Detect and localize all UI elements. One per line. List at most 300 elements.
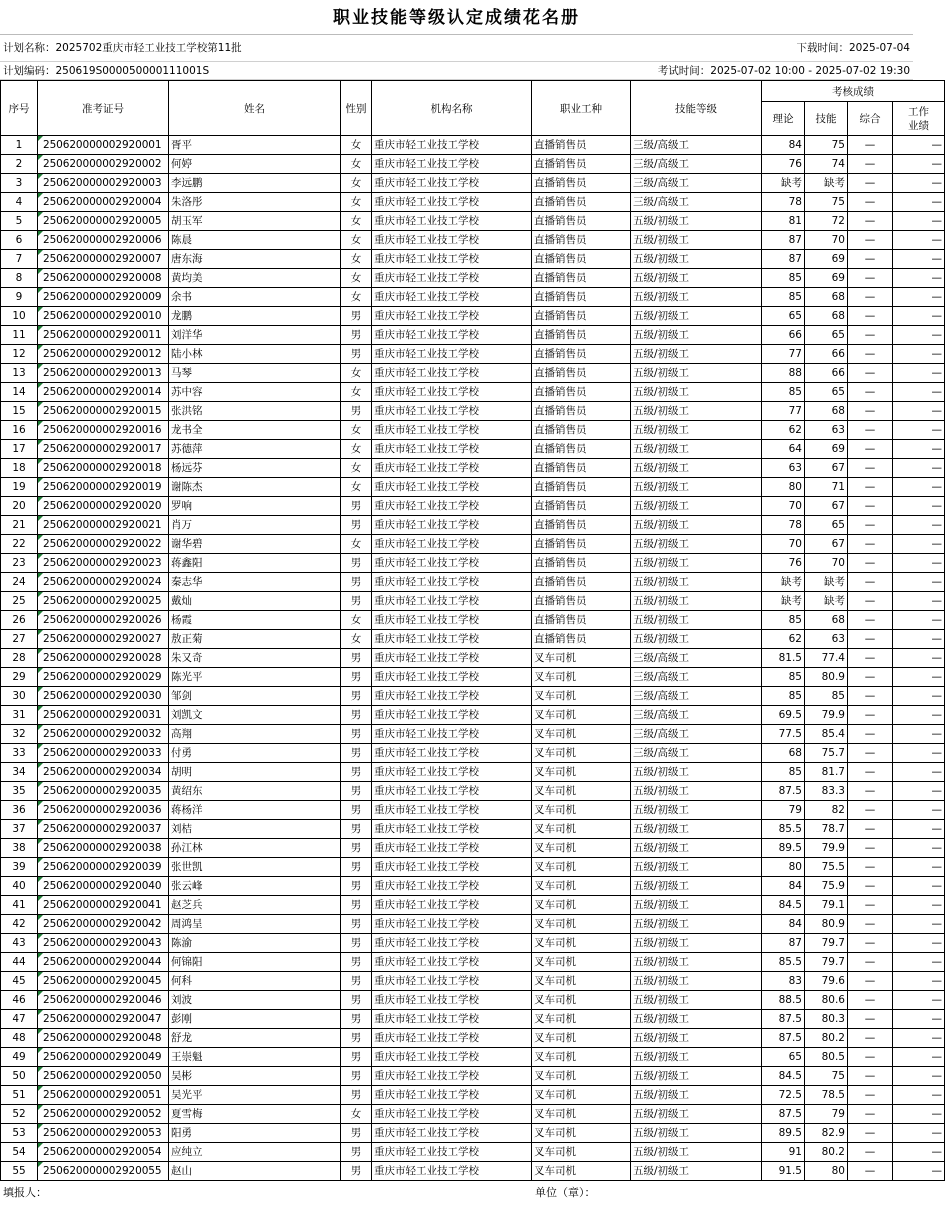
cell-gender: 男 [341,345,372,364]
cell-job: 叉车司机 [532,858,631,877]
cell-name: 蒋杨洋 [169,801,341,820]
cell-job: 直播销售员 [532,402,631,421]
cell-work: — [893,934,945,953]
cell-overall: — [848,801,893,820]
cell-overall: — [848,459,893,478]
cell-gender: 女 [341,136,372,155]
cell-work: — [893,1143,945,1162]
cell-theory: 83 [762,972,805,991]
cell-job: 直播销售员 [532,231,631,250]
cell-job: 直播销售员 [532,383,631,402]
cell-org: 重庆市轻工业技工学校 [372,611,532,630]
cell-seq: 44 [1,953,38,972]
cell-name: 马琴 [169,364,341,383]
cell-ticket: 250620000002920003 [38,174,169,193]
cell-level: 五级/初级工 [631,953,762,972]
cell-job: 直播销售员 [532,155,631,174]
cell-org: 重庆市轻工业技工学校 [372,421,532,440]
table-row [1,592,945,611]
cell-work: — [893,535,945,554]
cell-gender: 女 [341,269,372,288]
cell-org: 重庆市轻工业技工学校 [372,250,532,269]
cell-work: — [893,1010,945,1029]
cell-skill: 82.9 [805,1124,848,1143]
cell-org: 重庆市轻工业技工学校 [372,1162,532,1181]
cell-gender: 男 [341,516,372,535]
cell-gender: 女 [341,611,372,630]
cell-ticket: 250620000002920040 [38,877,169,896]
cell-level: 五级/初级工 [631,934,762,953]
cell-gender: 男 [341,1029,372,1048]
cell-level: 五级/初级工 [631,402,762,421]
cell-ticket: 250620000002920043 [38,934,169,953]
cell-org: 重庆市轻工业技工学校 [372,820,532,839]
cell-overall: — [848,1029,893,1048]
cell-theory: 80 [762,478,805,497]
cell-theory: 87.5 [762,1029,805,1048]
cell-ticket: 250620000002920004 [38,193,169,212]
cell-work: — [893,516,945,535]
cell-org: 重庆市轻工业技工学校 [372,288,532,307]
cell-name: 张洪铭 [169,402,341,421]
cell-gender: 男 [341,649,372,668]
cell-ticket: 250620000002920036 [38,801,169,820]
header-overall: 综合 [848,102,893,136]
cell-name: 苏中容 [169,383,341,402]
cell-seq: 43 [1,934,38,953]
cell-theory: 89.5 [762,839,805,858]
cell-overall: — [848,212,893,231]
cell-seq: 6 [1,231,38,250]
cell-work: — [893,174,945,193]
cell-name: 罗响 [169,497,341,516]
cell-name: 龙鹏 [169,307,341,326]
cell-ticket: 250620000002920016 [38,421,169,440]
cell-seq: 24 [1,573,38,592]
cell-overall: — [848,668,893,687]
cell-job: 叉车司机 [532,1067,631,1086]
cell-org: 重庆市轻工业技工学校 [372,877,532,896]
cell-job: 直播销售员 [532,193,631,212]
cell-gender: 男 [341,972,372,991]
cell-skill: 69 [805,269,848,288]
cell-seq: 34 [1,763,38,782]
cell-job: 叉车司机 [532,1162,631,1181]
cell-name: 杨霞 [169,611,341,630]
cell-name: 陈渝 [169,934,341,953]
cell-seq: 51 [1,1086,38,1105]
cell-level: 五级/初级工 [631,1010,762,1029]
cell-theory: 缺考 [762,592,805,611]
cell-org: 重庆市轻工业技工学校 [372,554,532,573]
cell-skill: 68 [805,288,848,307]
cell-name: 王崇魁 [169,1048,341,1067]
cell-work: — [893,1162,945,1181]
cell-job: 直播销售员 [532,345,631,364]
cell-gender: 女 [341,231,372,250]
cell-org: 重庆市轻工业技工学校 [372,478,532,497]
table-row [1,383,945,402]
table-row [1,459,945,478]
table-row [1,326,945,345]
cell-skill: 80.2 [805,1143,848,1162]
cell-skill: 81.7 [805,763,848,782]
cell-name: 秦志华 [169,573,341,592]
page-title: 职业技能等级认定成绩花名册 [0,0,913,35]
cell-overall: — [848,497,893,516]
cell-seq: 33 [1,744,38,763]
cell-org: 重庆市轻工业技工学校 [372,1105,532,1124]
cell-org: 重庆市轻工业技工学校 [372,1086,532,1105]
cell-skill: 63 [805,630,848,649]
cell-org: 重庆市轻工业技工学校 [372,1048,532,1067]
cell-work: — [893,972,945,991]
cell-work: — [893,155,945,174]
cell-work: — [893,421,945,440]
cell-job: 直播销售员 [532,307,631,326]
cell-skill: 65 [805,516,848,535]
cell-work: — [893,269,945,288]
cell-gender: 男 [341,1086,372,1105]
cell-gender: 男 [341,497,372,516]
cell-overall: — [848,915,893,934]
cell-skill: 78.7 [805,820,848,839]
cell-ticket: 250620000002920018 [38,459,169,478]
cell-overall: — [848,1067,893,1086]
cell-name: 胡玉军 [169,212,341,231]
cell-org: 重庆市轻工业技工学校 [372,1010,532,1029]
header-work [893,102,945,136]
cell-level: 五级/初级工 [631,1067,762,1086]
table-row [1,687,945,706]
header-ticket: 准考证号 [38,81,169,136]
cell-level: 三级/高级工 [631,174,762,193]
cell-skill: 71 [805,478,848,497]
cell-org: 重庆市轻工业技工学校 [372,668,532,687]
cell-job: 叉车司机 [532,1048,631,1067]
download-time: 下载时间：2025-07-04 [796,42,910,54]
cell-name: 蒋鑫阳 [169,554,341,573]
cell-skill: 70 [805,231,848,250]
cell-name: 付勇 [169,744,341,763]
table-row [1,231,945,250]
cell-theory: 69.5 [762,706,805,725]
cell-skill: 78.5 [805,1086,848,1105]
footer [0,1181,913,1207]
cell-overall: — [848,136,893,155]
cell-gender: 男 [341,839,372,858]
cell-work: — [893,326,945,345]
cell-org: 重庆市轻工业技工学校 [372,763,532,782]
cell-gender: 男 [341,402,372,421]
score-table [0,80,945,1181]
cell-gender: 男 [341,858,372,877]
cell-overall: — [848,193,893,212]
cell-gender: 男 [341,744,372,763]
cell-ticket: 250620000002920024 [38,573,169,592]
cell-theory: 84 [762,915,805,934]
cell-level: 五级/初级工 [631,535,762,554]
exam-time: 考试时间：2025-07-02 10:00 - 2025-07-02 19:30 [657,65,910,77]
cell-level: 五级/初级工 [631,782,762,801]
cell-job: 叉车司机 [532,877,631,896]
cell-theory: 70 [762,535,805,554]
cell-ticket: 250620000002920026 [38,611,169,630]
cell-work: — [893,345,945,364]
cell-skill: 80.9 [805,915,848,934]
table-row [1,1086,945,1105]
cell-level: 五级/初级工 [631,630,762,649]
cell-work: — [893,858,945,877]
cell-seq: 9 [1,288,38,307]
cell-overall: — [848,611,893,630]
cell-org: 重庆市轻工业技工学校 [372,402,532,421]
cell-seq: 48 [1,1029,38,1048]
cell-ticket: 250620000002920037 [38,820,169,839]
cell-name: 戴灿 [169,592,341,611]
cell-seq: 16 [1,421,38,440]
plan-code: 计划编码：250619S000050000111001S [3,65,210,77]
cell-name: 孙江林 [169,839,341,858]
cell-level: 三级/高级工 [631,725,762,744]
cell-level: 五级/初级工 [631,364,762,383]
cell-skill: 85 [805,687,848,706]
cell-level: 三级/高级工 [631,136,762,155]
cell-job: 直播销售员 [532,573,631,592]
cell-name: 舒龙 [169,1029,341,1048]
cell-job: 叉车司机 [532,972,631,991]
cell-name: 邹剑 [169,687,341,706]
cell-org: 重庆市轻工业技工学校 [372,516,532,535]
cell-overall: — [848,687,893,706]
cell-work: — [893,1124,945,1143]
cell-ticket: 250620000002920031 [38,706,169,725]
cell-level: 五级/初级工 [631,820,762,839]
cell-seq: 39 [1,858,38,877]
cell-job: 叉车司机 [532,649,631,668]
cell-work: — [893,782,945,801]
cell-work: — [893,877,945,896]
cell-job: 直播销售员 [532,250,631,269]
cell-level: 五级/初级工 [631,1048,762,1067]
cell-ticket: 250620000002920010 [38,307,169,326]
cell-gender: 男 [341,953,372,972]
table-row [1,364,945,383]
cell-skill: 79.6 [805,972,848,991]
cell-ticket: 250620000002920053 [38,1124,169,1143]
table-row [1,934,945,953]
cell-level: 五级/初级工 [631,1143,762,1162]
cell-work: — [893,497,945,516]
cell-overall: — [848,250,893,269]
cell-org: 重庆市轻工业技工学校 [372,991,532,1010]
cell-overall: — [848,858,893,877]
header-gender: 性别 [341,81,372,136]
cell-gender: 女 [341,288,372,307]
table-row [1,554,945,573]
cell-skill: 75.9 [805,877,848,896]
cell-name: 彭刚 [169,1010,341,1029]
table-row [1,1143,945,1162]
cell-skill: 85.4 [805,725,848,744]
cell-seq: 47 [1,1010,38,1029]
cell-overall: — [848,1143,893,1162]
cell-job: 叉车司机 [532,953,631,972]
cell-ticket: 250620000002920038 [38,839,169,858]
cell-job: 直播销售员 [532,630,631,649]
cell-ticket: 250620000002920042 [38,915,169,934]
cell-overall: — [848,288,893,307]
cell-org: 重庆市轻工业技工学校 [372,801,532,820]
cell-job: 叉车司机 [532,725,631,744]
cell-skill: 63 [805,421,848,440]
cell-name: 张云峰 [169,877,341,896]
cell-job: 叉车司机 [532,1086,631,1105]
cell-org: 重庆市轻工业技工学校 [372,459,532,478]
table-row [1,212,945,231]
table-row [1,839,945,858]
cell-org: 重庆市轻工业技工学校 [372,155,532,174]
cell-name: 陆小林 [169,345,341,364]
cell-seq: 45 [1,972,38,991]
cell-level: 三级/高级工 [631,649,762,668]
cell-gender: 男 [341,1143,372,1162]
cell-name: 谢华碧 [169,535,341,554]
header-org: 机构名称 [372,81,532,136]
table-row [1,725,945,744]
cell-work: — [893,402,945,421]
table-row [1,478,945,497]
cell-ticket: 250620000002920028 [38,649,169,668]
cell-org: 重庆市轻工业技工学校 [372,744,532,763]
cell-theory: 84.5 [762,1067,805,1086]
cell-skill: 80.2 [805,1029,848,1048]
cell-work: — [893,212,945,231]
cell-theory: 87 [762,934,805,953]
cell-level: 五级/初级工 [631,421,762,440]
cell-gender: 女 [341,421,372,440]
cell-gender: 女 [341,459,372,478]
cell-org: 重庆市轻工业技工学校 [372,231,532,250]
cell-theory: 65 [762,1048,805,1067]
table-row [1,174,945,193]
cell-overall: — [848,877,893,896]
cell-name: 苏德萍 [169,440,341,459]
cell-gender: 男 [341,820,372,839]
cell-name: 朱又奇 [169,649,341,668]
table-row [1,193,945,212]
cell-org: 重庆市轻工业技工学校 [372,497,532,516]
cell-ticket: 250620000002920035 [38,782,169,801]
cell-work: — [893,1048,945,1067]
cell-level: 五级/初级工 [631,573,762,592]
cell-skill: 65 [805,383,848,402]
cell-skill: 67 [805,459,848,478]
cell-org: 重庆市轻工业技工学校 [372,858,532,877]
cell-level: 五级/初级工 [631,383,762,402]
cell-gender: 女 [341,478,372,497]
cell-ticket: 250620000002920032 [38,725,169,744]
header-work-label: 工作业绩 [907,105,929,132]
cell-org: 重庆市轻工业技工学校 [372,364,532,383]
cell-theory: 81 [762,212,805,231]
cell-gender: 女 [341,535,372,554]
cell-theory: 81.5 [762,649,805,668]
cell-seq: 18 [1,459,38,478]
cell-gender: 女 [341,630,372,649]
cell-job: 直播销售员 [532,440,631,459]
table-row [1,972,945,991]
cell-overall: — [848,1086,893,1105]
table-row [1,573,945,592]
cell-gender: 男 [341,934,372,953]
cell-job: 直播销售员 [532,516,631,535]
cell-org: 重庆市轻工业技工学校 [372,383,532,402]
cell-work: — [893,744,945,763]
cell-level: 五级/初级工 [631,459,762,478]
cell-job: 叉车司机 [532,820,631,839]
cell-skill: 79.9 [805,706,848,725]
cell-theory: 85.5 [762,820,805,839]
cell-overall: — [848,535,893,554]
cell-org: 重庆市轻工业技工学校 [372,953,532,972]
cell-name: 肖万 [169,516,341,535]
cell-seq: 26 [1,611,38,630]
cell-ticket: 250620000002920019 [38,478,169,497]
cell-org: 重庆市轻工业技工学校 [372,687,532,706]
cell-overall: — [848,972,893,991]
cell-seq: 4 [1,193,38,212]
cell-theory: 77 [762,402,805,421]
cell-work: — [893,649,945,668]
cell-skill: 77.4 [805,649,848,668]
header-scores: 考核成绩 [762,81,945,102]
table-row [1,402,945,421]
cell-job: 叉车司机 [532,744,631,763]
cell-theory: 缺考 [762,573,805,592]
cell-ticket: 250620000002920045 [38,972,169,991]
cell-level: 五级/初级工 [631,592,762,611]
cell-gender: 男 [341,991,372,1010]
cell-seq: 11 [1,326,38,345]
cell-gender: 男 [341,687,372,706]
cell-level: 五级/初级工 [631,972,762,991]
table-row [1,991,945,1010]
cell-gender: 男 [341,668,372,687]
cell-skill: 79.9 [805,839,848,858]
cell-seq: 14 [1,383,38,402]
cell-ticket: 250620000002920013 [38,364,169,383]
cell-seq: 28 [1,649,38,668]
cell-level: 五级/初级工 [631,1105,762,1124]
cell-theory: 84.5 [762,896,805,915]
table-row [1,668,945,687]
cell-theory: 65 [762,307,805,326]
cell-ticket: 250620000002920002 [38,155,169,174]
cell-skill: 66 [805,364,848,383]
cell-gender: 女 [341,174,372,193]
cell-gender: 男 [341,307,372,326]
cell-seq: 3 [1,174,38,193]
cell-ticket: 250620000002920006 [38,231,169,250]
cell-level: 五级/初级工 [631,231,762,250]
cell-name: 高翔 [169,725,341,744]
cell-name: 杨远芬 [169,459,341,478]
cell-work: — [893,1086,945,1105]
cell-gender: 男 [341,573,372,592]
cell-name: 胡明 [169,763,341,782]
cell-level: 五级/初级工 [631,516,762,535]
